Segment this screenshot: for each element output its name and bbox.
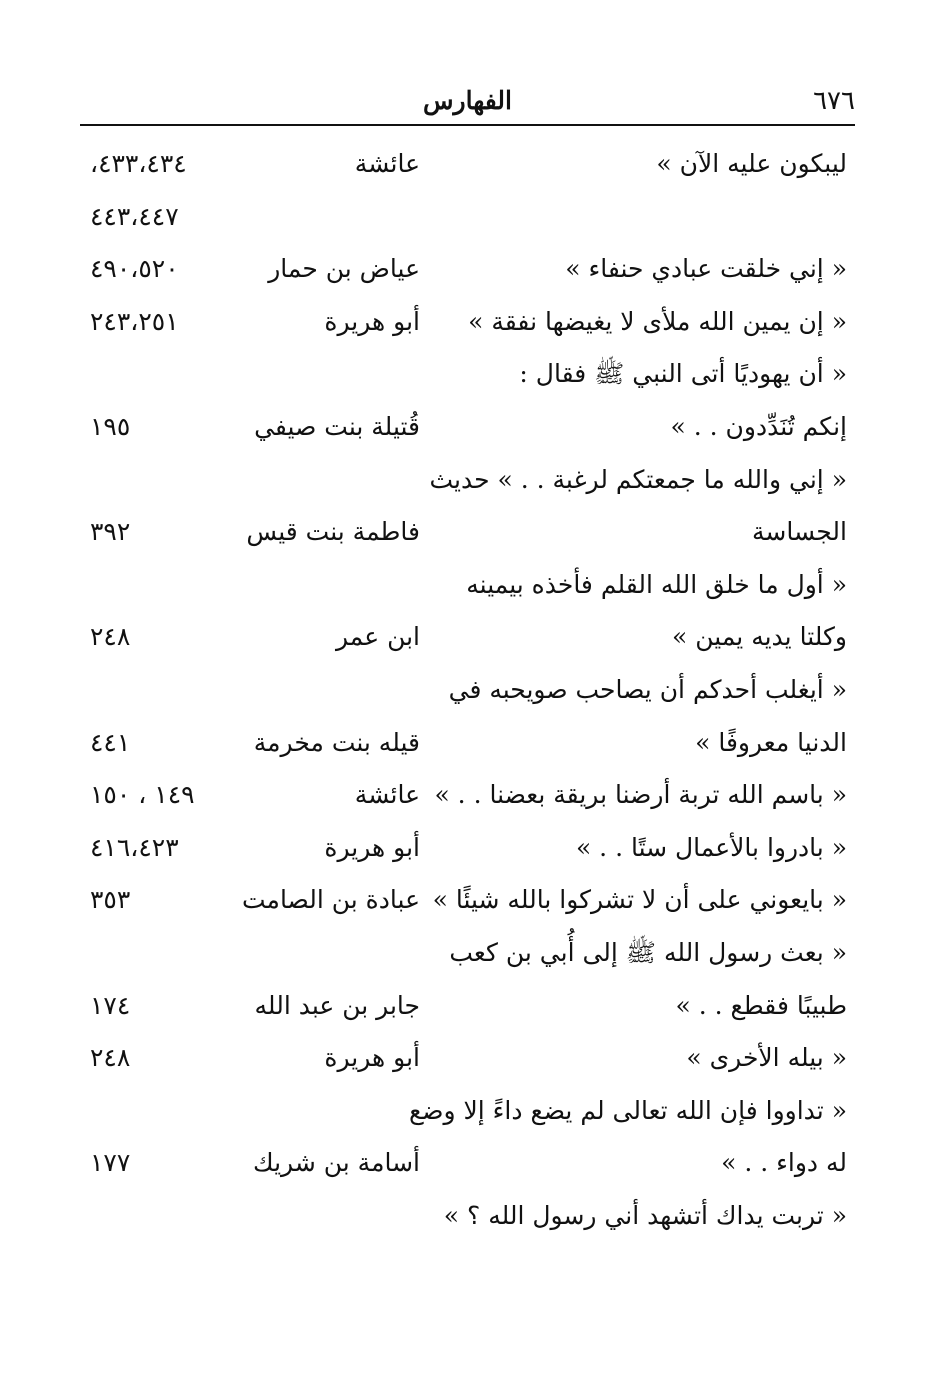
hadith-text: « إني خلقت عبادي حنفاء » [565,254,847,284]
page-references: ٤٣٣،٤٣٤، [90,149,187,178]
narrator-name: أبو هريرة [324,306,420,336]
hadith-text: « بادروا بالأعمال ستًا . . » [575,832,847,862]
index-row [80,296,855,349]
index-row [80,1190,855,1243]
hadith-text: وكلتا يديه يمين » [672,622,847,652]
index-row [80,927,855,980]
narrator-name: أبو هريرة [324,832,420,862]
narrator-name: عبادة بن الصامت [242,885,420,915]
index-row [80,401,855,454]
hadith-text: « إن يمين الله ملأى لا يغيضها نفقة » [468,306,847,336]
hadith-text: ليبكون عليه الآن » [656,149,847,178]
page-references: ٤١٦،٤٢٣ [90,832,179,862]
hadith-text: « باسم الله تربة أرضنا بريقة بعضنا . . » [434,780,847,810]
narrator-name: عياض بن حمار [268,254,420,284]
page-references: ١٤٩ ، ١٥٠ [90,780,195,810]
page-references: ٣٩٢ [90,517,131,547]
index-row [80,980,855,1033]
index-row [80,717,855,770]
page-references: ٤٩٠،٥٢٠ [90,254,179,284]
page-references: ١٧٧ [90,1148,131,1178]
hadith-text: « بيله الأخرى » [686,1043,847,1073]
index-row [80,348,855,401]
narrator-name: قيله بنت مخرمة [253,727,420,757]
index-row [80,664,855,717]
hadith-index-list [80,138,855,1242]
narrator-name: عائشة [354,780,420,810]
page-references: ٤٤٣،٤٤٧ [90,201,179,231]
hadith-text: الجساسة [752,517,847,547]
index-row [80,1032,855,1085]
running-title: الفهارس [423,86,512,115]
index-row [80,559,855,612]
hadith-text: « أول ما خلق الله القلم فأخذه بيمينه [466,569,847,599]
index-row [80,454,855,507]
index-row [80,611,855,664]
page-references: ٢٤٣،٢٥١ [90,306,179,336]
hadith-text: طبيبًا فقطع . . » [675,990,847,1020]
index-row [80,1137,855,1190]
hadith-text: « إني والله ما جمعتكم لرغبة . . » حديث [429,464,847,494]
index-row [80,191,855,244]
page-number: ٦٧٦ [813,86,855,116]
hadith-text: له دواء . . » [721,1148,847,1178]
page-references: ١٧٤ [90,990,131,1020]
narrator-name: أسامة بن شريك [253,1148,420,1178]
page-header [80,82,855,120]
narrator-name: جابر بن عبد الله [254,990,420,1020]
header-rule [80,124,855,126]
page-references: ٤٤١ [90,727,131,757]
hadith-text: « بعث رسول الله ﷺ إلى أُبي بن كعب [449,937,847,967]
hadith-text: إنكم تُنَدِّدون . . » [670,411,847,441]
index-row [80,874,855,927]
index-row [80,138,855,191]
index-row [80,243,855,296]
page-references: ٢٤٨ [90,1043,131,1073]
hadith-text: « بايعوني على أن لا تشركوا بالله شيئًا » [432,885,847,915]
narrator-name: ابن عمر [335,622,420,652]
page-references: ١٩٥ [90,411,131,441]
narrator-name: قُتيلة بنت صيفي [254,411,420,441]
narrator-name: عائشة [354,149,420,178]
hadith-text: « أن يهوديًا أتى النبي ﷺ فقال : [519,359,847,389]
hadith-text: « أيغلب أحدكم أن يصاحب صويحبه في [448,674,847,704]
page-references: ٣٥٣ [90,885,131,915]
index-row [80,1085,855,1138]
hadith-text: « تداووا فإن الله تعالى لم يضع داءً إلا وضع [408,1095,847,1125]
hadith-text: الدنيا معروفًا » [695,727,847,757]
index-row [80,769,855,822]
page-references: ٢٤٨ [90,622,131,652]
narrator-name: فاطمة بنت قيس [246,517,420,547]
hadith-text: « تربت يداك أتشهد أني رسول الله ؟ » [443,1200,847,1230]
index-row [80,822,855,875]
narrator-name: أبو هريرة [324,1043,420,1073]
index-row [80,506,855,559]
